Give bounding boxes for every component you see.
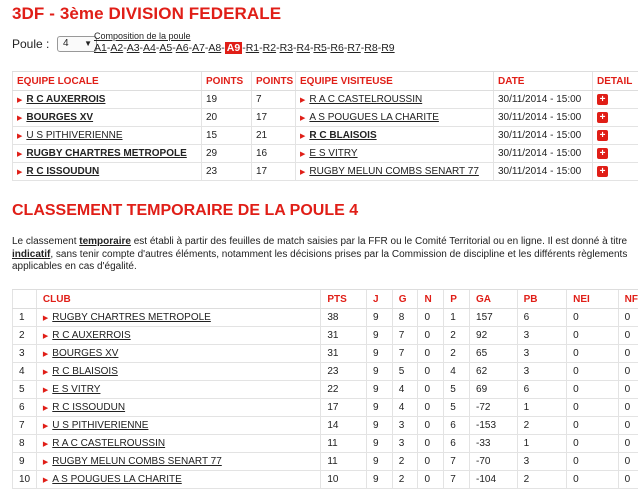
ranking-cell-club <box>36 435 320 453</box>
ranking-header-j: J <box>366 290 392 309</box>
arrow-right-icon: ▶ <box>42 351 49 358</box>
page-title: 3DF - 3ème DIVISION FEDERALE <box>12 4 282 23</box>
poule-link-separator: - <box>377 42 382 54</box>
arrow-right-icon: ▶ <box>300 115 306 122</box>
poule-link-a2[interactable]: A2 <box>110 42 124 54</box>
section-title: CLASSEMENT TEMPORAIRE DE LA POULE 4 <box>12 202 359 219</box>
ranking-header-rank <box>13 290 37 309</box>
home-points: 19 <box>202 91 252 109</box>
match-row <box>13 163 639 181</box>
away-points: 16 <box>252 145 296 163</box>
ranking-cell-pts: 23 <box>321 363 367 381</box>
away-team-link[interactable]: A S POUGUES LA CHARITE <box>309 112 439 123</box>
poule-link-separator: - <box>360 42 365 54</box>
poule-link-separator: - <box>188 42 193 54</box>
ranking-cell-n: 0 <box>418 417 444 435</box>
ranking-cell-j: 9 <box>366 309 392 327</box>
ranking-cell-p: 6 <box>444 417 470 435</box>
arrow-right-icon: ▶ <box>17 133 23 140</box>
detail-cell <box>593 163 639 181</box>
ranking-cell-nei: 0 <box>567 471 619 489</box>
ranking-cell-club <box>36 327 320 345</box>
ranking-cell-pb: 3 <box>517 327 566 345</box>
arrow-right-icon: ▶ <box>42 333 49 340</box>
plus-icon[interactable]: + <box>597 148 608 159</box>
composition-link[interactable]: Composition de la poule <box>94 31 191 41</box>
poule-link-r7[interactable]: R7 <box>347 42 361 54</box>
ranking-cell-nf: 0 <box>618 453 638 471</box>
detail-cell <box>593 127 639 145</box>
away-team-link[interactable]: R C BLAISOIS <box>309 130 377 141</box>
ranking-cell-club <box>36 381 320 399</box>
ranking-cell-pb: 3 <box>517 345 566 363</box>
ranking-header-row <box>13 290 639 309</box>
ranking-cell-pb: 6 <box>517 309 566 327</box>
ranking-cell-j: 9 <box>366 417 392 435</box>
club-link[interactable]: U S PITHIVERIENNE <box>52 420 149 431</box>
ranking-cell-pts: 10 <box>321 471 367 489</box>
ranking-row <box>13 399 639 417</box>
home-points: 23 <box>202 163 252 181</box>
ranking-cell-n: 0 <box>418 345 444 363</box>
away-team-link[interactable]: RUGBY MELUN COMBS SENART 77 <box>309 166 479 177</box>
ranking-cell-ga: -153 <box>470 417 518 435</box>
ranking-cell-j: 9 <box>366 471 392 489</box>
ranking-cell-rank: 2 <box>13 327 37 345</box>
para-text-1: Le classement <box>12 236 80 247</box>
ranking-cell-n: 0 <box>418 363 444 381</box>
ranking-cell-rank: 10 <box>13 471 37 489</box>
match-row <box>13 145 639 163</box>
ranking-cell-nei: 0 <box>567 381 619 399</box>
poule-link-separator: - <box>221 42 225 54</box>
ranking-cell-g: 8 <box>392 309 418 327</box>
chevron-down-icon: ▼ <box>84 39 92 48</box>
away-cell <box>296 127 494 145</box>
club-link[interactable]: E S VITRY <box>52 384 101 395</box>
ranking-row <box>13 381 639 399</box>
ranking-cell-pb: 3 <box>517 453 566 471</box>
header-detail: DETAIL <box>593 72 639 91</box>
ranking-row <box>13 471 639 489</box>
poule-link-r3[interactable]: R3 <box>279 42 293 54</box>
home-cell <box>13 91 202 109</box>
arrow-right-icon: ▶ <box>42 369 49 376</box>
poule-link-separator: - <box>242 42 246 54</box>
ranking-cell-n: 0 <box>418 309 444 327</box>
ranking-cell-ga: 157 <box>470 309 518 327</box>
poule-link-separator: - <box>259 42 263 54</box>
ranking-cell-nf: 0 <box>618 345 638 363</box>
poule-link-r8[interactable]: R8 <box>364 42 378 54</box>
away-cell <box>296 91 494 109</box>
arrow-right-icon: ▶ <box>42 459 49 466</box>
poule-selector-row <box>12 31 612 55</box>
ranking-cell-nei: 0 <box>567 399 619 417</box>
poule-link-a5[interactable]: A5 <box>159 42 173 54</box>
ranking-cell-pb: 1 <box>517 435 566 453</box>
ranking-cell-pb: 1 <box>517 399 566 417</box>
ranking-cell-g: 7 <box>392 327 418 345</box>
ranking-row <box>13 417 639 435</box>
match-date: 30/11/2014 - 15:00 <box>494 163 593 181</box>
ranking-header-club: CLUB <box>36 290 320 309</box>
para-text-2: est établi à partir des feuilles de match saisies par la FFR ou le Comité Territorial ou en ligne. Il est donné à titre <box>130 236 628 247</box>
ranking-cell-g: 2 <box>392 471 418 489</box>
arrow-right-icon: ▶ <box>17 115 23 122</box>
arrow-right-icon: ▶ <box>300 133 306 140</box>
ranking-cell-club <box>36 471 320 489</box>
poule-link-a3[interactable]: A3 <box>126 42 140 54</box>
ranking-cell-j: 9 <box>366 453 392 471</box>
ranking-cell-j: 9 <box>366 399 392 417</box>
ranking-cell-pb: 2 <box>517 417 566 435</box>
ranking-row <box>13 363 639 381</box>
ranking-cell-club <box>36 309 320 327</box>
ranking-cell-j: 9 <box>366 435 392 453</box>
home-points: 29 <box>202 145 252 163</box>
home-cell <box>13 163 202 181</box>
home-cell <box>13 127 202 145</box>
ranking-table <box>12 289 638 489</box>
match-row <box>13 109 639 127</box>
ranking-cell-pts: 14 <box>321 417 367 435</box>
ranking-cell-p: 4 <box>444 363 470 381</box>
ranking-cell-n: 0 <box>418 381 444 399</box>
ranking-cell-ga: 69 <box>470 381 518 399</box>
poule-link-r9[interactable]: R9 <box>381 42 395 54</box>
poule-link-separator: - <box>343 42 348 54</box>
ranking-cell-j: 9 <box>366 345 392 363</box>
poule-link-r1[interactable]: R1 <box>245 42 260 54</box>
ranking-row <box>13 309 639 327</box>
ranking-cell-g: 4 <box>392 399 418 417</box>
ranking-cell-nei: 0 <box>567 309 619 327</box>
arrow-right-icon: ▶ <box>42 441 49 448</box>
ranking-cell-j: 9 <box>366 363 392 381</box>
arrow-right-icon: ▶ <box>17 151 23 158</box>
poule-link-a7[interactable]: A7 <box>192 42 205 54</box>
arrow-right-icon: ▶ <box>300 169 306 176</box>
ranking-cell-p: 7 <box>444 453 470 471</box>
away-cell <box>296 145 494 163</box>
para-text-3: , sans tenir compte d'autres éléments, notamment les décisions prises par la Commission de discipline et les différents règlements applicables en cas d'égalité. <box>12 248 628 272</box>
ranking-header-n: N <box>418 290 444 309</box>
arrow-right-icon: ▶ <box>42 315 49 322</box>
match-row <box>13 91 639 109</box>
club-link[interactable]: A S POUGUES LA CHARITE <box>52 474 182 485</box>
poule-link-separator: - <box>326 42 331 54</box>
ranking-cell-p: 2 <box>444 327 470 345</box>
ranking-cell-nf: 0 <box>618 381 638 399</box>
matches-table <box>12 71 638 181</box>
ranking-cell-ga: -72 <box>470 399 518 417</box>
poule-link-separator: - <box>172 42 176 54</box>
detail-cell <box>593 109 639 127</box>
ranking-cell-rank: 8 <box>13 435 37 453</box>
ranking-cell-club <box>36 453 320 471</box>
club-link[interactable]: R C ISSOUDUN <box>52 402 126 413</box>
home-team-link[interactable]: BOURGES XV <box>26 112 94 123</box>
away-points: 7 <box>252 91 296 109</box>
ranking-cell-ga: -70 <box>470 453 518 471</box>
poule-link-a8[interactable]: A8 <box>208 42 222 54</box>
ranking-cell-rank: 3 <box>13 345 37 363</box>
club-link[interactable]: BOURGES XV <box>52 348 119 359</box>
ranking-cell-ga: -33 <box>470 435 518 453</box>
arrow-right-icon: ▶ <box>300 151 306 158</box>
home-team-link[interactable]: RUGBY CHARTRES METROPOLE <box>26 148 187 159</box>
ranking-header-ga: GA <box>470 290 518 309</box>
ranking-cell-ga: -104 <box>470 471 518 489</box>
ranking-header-pb: PB <box>517 290 566 309</box>
ranking-cell-pts: 17 <box>321 399 367 417</box>
ranking-cell-p: 2 <box>444 345 470 363</box>
ranking-row <box>13 453 639 471</box>
ranking-cell-nf: 0 <box>618 363 638 381</box>
poule-link-a9[interactable]: A9 <box>226 42 241 54</box>
away-team-link[interactable]: E S VITRY <box>309 148 358 159</box>
ranking-cell-nf: 0 <box>618 309 638 327</box>
poule-link-separator: - <box>139 42 144 54</box>
ranking-cell-club <box>36 417 320 435</box>
ranking-row <box>13 327 639 345</box>
ranking-cell-p: 7 <box>444 471 470 489</box>
away-cell <box>296 109 494 127</box>
ranking-cell-p: 5 <box>444 399 470 417</box>
matches-header-row <box>13 72 639 91</box>
ranking-cell-g: 4 <box>392 381 418 399</box>
ranking-cell-club <box>36 363 320 381</box>
ranking-header-g: G <box>392 290 418 309</box>
ranking-cell-pb: 6 <box>517 381 566 399</box>
info-paragraph <box>12 236 638 274</box>
ranking-cell-n: 0 <box>418 471 444 489</box>
home-team-link[interactable]: R C ISSOUDUN <box>26 166 100 177</box>
home-team-link[interactable]: U S PITHIVERIENNE <box>26 130 123 141</box>
ranking-cell-p: 5 <box>444 381 470 399</box>
poule-link-separator: - <box>309 42 314 54</box>
club-link[interactable]: R C AUXERROIS <box>52 330 131 341</box>
poule-link-separator: - <box>123 42 127 54</box>
club-link[interactable]: RUGBY MELUN COMBS SENART 77 <box>52 456 222 467</box>
ranking-cell-nei: 0 <box>567 345 619 363</box>
ranking-cell-pts: 38 <box>321 309 367 327</box>
match-date: 30/11/2014 - 15:00 <box>494 145 593 163</box>
plus-icon[interactable]: + <box>597 130 608 141</box>
ranking-header-nei: NEI <box>567 290 619 309</box>
poule-link-separator: - <box>155 42 160 54</box>
ranking-cell-n: 0 <box>418 399 444 417</box>
home-points: 15 <box>202 127 252 145</box>
poule-link-separator: - <box>106 42 111 54</box>
ranking-cell-pts: 11 <box>321 453 367 471</box>
match-date: 30/11/2014 - 15:00 <box>494 91 593 109</box>
para-bold-indicatif: indicatif <box>12 248 51 260</box>
header-away: EQUIPE VISITEUSE <box>296 72 494 91</box>
ranking-cell-pts: 11 <box>321 435 367 453</box>
club-link[interactable]: RUGBY CHARTRES METROPOLE <box>52 312 211 323</box>
header-points-home: POINTS <box>202 72 252 91</box>
arrow-right-icon: ▶ <box>42 423 49 430</box>
poule-link-r5[interactable]: R5 <box>313 42 327 54</box>
poule-links <box>94 42 395 54</box>
ranking-cell-n: 0 <box>418 453 444 471</box>
ranking-cell-pts: 31 <box>321 327 367 345</box>
poule-link-separator: - <box>276 42 280 54</box>
plus-icon[interactable]: + <box>597 112 608 123</box>
detail-cell <box>593 91 639 109</box>
match-row <box>13 127 639 145</box>
poule-select-value: 4 <box>63 38 69 49</box>
club-link[interactable]: R C BLAISOIS <box>52 366 118 377</box>
home-cell <box>13 109 202 127</box>
ranking-cell-g: 2 <box>392 453 418 471</box>
arrow-right-icon: ▶ <box>17 169 23 176</box>
ranking-cell-pts: 22 <box>321 381 367 399</box>
arrow-right-icon: ▶ <box>300 97 306 104</box>
arrow-right-icon: ▶ <box>42 405 49 412</box>
ranking-cell-ga: 65 <box>470 345 518 363</box>
plus-icon[interactable]: + <box>597 166 608 177</box>
ranking-cell-rank: 7 <box>13 417 37 435</box>
ranking-cell-j: 9 <box>366 327 392 345</box>
arrow-right-icon: ▶ <box>42 387 49 394</box>
ranking-cell-club <box>36 399 320 417</box>
ranking-cell-rank: 4 <box>13 363 37 381</box>
ranking-cell-club <box>36 345 320 363</box>
ranking-cell-nei: 0 <box>567 363 619 381</box>
ranking-cell-rank: 5 <box>13 381 37 399</box>
ranking-header-p: P <box>444 290 470 309</box>
ranking-cell-g: 7 <box>392 345 418 363</box>
ranking-row <box>13 345 639 363</box>
poule-link-a6[interactable]: A6 <box>175 42 189 54</box>
ranking-cell-g: 5 <box>392 363 418 381</box>
ranking-cell-j: 9 <box>366 381 392 399</box>
poule-link-separator: - <box>204 42 209 54</box>
plus-icon[interactable]: + <box>597 94 608 105</box>
poule-link-r2[interactable]: R2 <box>262 42 277 54</box>
ranking-cell-rank: 1 <box>13 309 37 327</box>
poule-label: Poule : <box>12 37 50 51</box>
home-points: 20 <box>202 109 252 127</box>
ranking-cell-g: 3 <box>392 435 418 453</box>
poule-link-a4[interactable]: A4 <box>143 42 156 54</box>
ranking-cell-pts: 31 <box>321 345 367 363</box>
poule-link-r6[interactable]: R6 <box>330 42 344 54</box>
poule-link-a1[interactable]: A1 <box>94 42 107 54</box>
header-date: DATE <box>494 72 593 91</box>
arrow-right-icon: ▶ <box>42 477 49 484</box>
ranking-cell-rank: 6 <box>13 399 37 417</box>
home-cell <box>13 145 202 163</box>
match-date: 30/11/2014 - 15:00 <box>494 109 593 127</box>
ranking-cell-p: 1 <box>444 309 470 327</box>
detail-cell <box>593 145 639 163</box>
ranking-cell-nf: 0 <box>618 399 638 417</box>
away-points: 21 <box>252 127 296 145</box>
ranking-cell-g: 3 <box>392 417 418 435</box>
ranking-cell-nf: 0 <box>618 417 638 435</box>
header-home: EQUIPE LOCALE <box>13 72 202 91</box>
ranking-cell-n: 0 <box>418 435 444 453</box>
header-points-away: POINTS <box>252 72 296 91</box>
ranking-cell-nf: 0 <box>618 471 638 489</box>
ranking-cell-pb: 3 <box>517 363 566 381</box>
match-date: 30/11/2014 - 15:00 <box>494 127 593 145</box>
ranking-cell-nei: 0 <box>567 327 619 345</box>
ranking-cell-nf: 0 <box>618 327 638 345</box>
ranking-header-pts: PTS <box>321 290 367 309</box>
ranking-cell-ga: 92 <box>470 327 518 345</box>
ranking-cell-nf: 0 <box>618 435 638 453</box>
poule-select[interactable] <box>57 36 97 52</box>
away-points: 17 <box>252 163 296 181</box>
arrow-right-icon: ▶ <box>17 97 23 104</box>
poule-link-r4[interactable]: R4 <box>296 42 310 54</box>
ranking-header-nf: NF <box>618 290 638 309</box>
away-cell <box>296 163 494 181</box>
ranking-cell-pb: 2 <box>517 471 566 489</box>
ranking-cell-n: 0 <box>418 327 444 345</box>
ranking-cell-p: 6 <box>444 435 470 453</box>
club-link[interactable]: R A C CASTELROUSSIN <box>52 438 166 449</box>
home-team-link[interactable]: R C AUXERROIS <box>26 94 106 105</box>
away-points: 17 <box>252 109 296 127</box>
away-team-link[interactable]: R A C CASTELROUSSIN <box>309 94 423 105</box>
ranking-cell-rank: 9 <box>13 453 37 471</box>
ranking-cell-nei: 0 <box>567 453 619 471</box>
ranking-cell-nei: 0 <box>567 435 619 453</box>
ranking-cell-ga: 62 <box>470 363 518 381</box>
poule-link-separator: - <box>293 42 297 54</box>
para-bold-temporaire: temporaire <box>79 236 131 247</box>
ranking-cell-nei: 0 <box>567 417 619 435</box>
ranking-row <box>13 435 639 453</box>
